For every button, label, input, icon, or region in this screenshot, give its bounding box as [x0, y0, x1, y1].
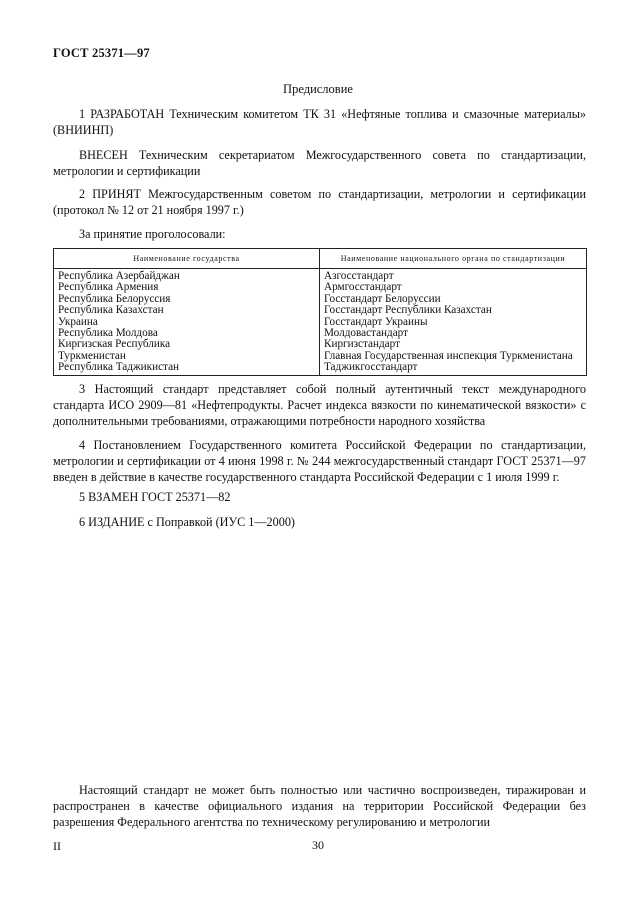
table-cell-body: Госстандарт Белоруссии: [324, 292, 441, 305]
item-1-developed: 1 РАЗРАБОТАН Техническим комитетом ТК 31 «Нефтяные топлива и смазочные материалы» (ВНИИНП): [53, 107, 586, 137]
table-header-row: [54, 249, 587, 269]
table-cell-body: Госстандарт Республики Казахстан: [324, 304, 492, 317]
table-cell-state: Республика Казахстан: [58, 304, 164, 317]
page-number: 30: [312, 838, 324, 852]
item-3-authentic-text: 3 Настоящий стандарт представляет собой полный аутентичный текст международного стандарта ИСО 2909—81 «Нефтепродукты. Расчет индекса вязкости по кинематической вязкости» с дополнительными требованиями, отражающими потребности народного хозяйства: [53, 382, 586, 428]
table-cell-body: Азгосстандарт: [324, 270, 394, 282]
table-cell-state: Республика Белоруссия: [58, 292, 171, 305]
table-cell-state: Туркменистан: [58, 349, 126, 362]
bodies-cell: [320, 269, 587, 376]
table-cell-state: Республика Молдова: [58, 327, 158, 340]
table-cell-state: Украина: [58, 315, 98, 328]
table-cell-body: Молдовастандарт: [324, 327, 409, 340]
table-cell-state: Республика Таджикистан: [58, 361, 180, 374]
document-code: ГОСТ 25371—97: [53, 46, 150, 60]
table-cell-body: Госстандарт Украины: [324, 315, 428, 328]
item-5-replaces: 5 ВЗАМЕН ГОСТ 25371—82: [79, 490, 231, 504]
page-roman-numeral: II: [53, 839, 61, 853]
copyright-notice: Настоящий стандарт не может быть полностью или частично воспроизведен, тиражирован и распространен в качестве официального издания на территории Российской Федерации без разрешения Федерального агентства по техническому регулированию и метрологии: [53, 783, 586, 829]
states-cell: [54, 269, 320, 376]
column-header-body: Наименование национального органа по стандартизации: [320, 249, 587, 269]
table-cell-body: Таджикгосстандарт: [324, 361, 418, 374]
voting-table: [53, 248, 587, 376]
item-6-edition: 6 ИЗДАНИЕ с Поправкой (ИУС 1—2000): [79, 515, 295, 529]
table-cell-body: Армгосстандарт: [324, 281, 402, 294]
table-body: [54, 269, 587, 376]
table-cell-body: Главная Государственная инспекция Туркменистана: [324, 349, 573, 362]
section-title: Предисловие: [283, 82, 353, 96]
item-2-adopted: 2 ПРИНЯТ Межгосударственным советом по стандартизации, метрологии и сертификации (протокол № 12 от 21 ноября 1997 г.): [53, 187, 586, 217]
item-1-submitted: ВНЕСЕН Техническим секретариатом Межгосударственного совета по стандартизации, метрологии и сертификации: [53, 148, 586, 178]
column-header-state: Наименование государства: [54, 249, 320, 269]
item-4-resolution: 4 Постановлением Государственного комитета Российской Федерации по стандартизации, метрологии и сертификации от 4 июня 1998 г. № 244 межгосударственный стандарт ГОСТ 25371—97 введен в действие в качестве государственного стандарта Российской Федерации с 1 июля 1999 г.: [53, 438, 586, 484]
table-cell-state: Республика Азербайджан: [58, 270, 180, 282]
table-cell-state: Киргизская Республика: [58, 338, 171, 351]
table-cell-state: Республика Армения: [58, 281, 159, 294]
table-cell-body: Киргизстандарт: [324, 338, 400, 351]
voted-label: За принятие проголосовали:: [79, 227, 226, 241]
